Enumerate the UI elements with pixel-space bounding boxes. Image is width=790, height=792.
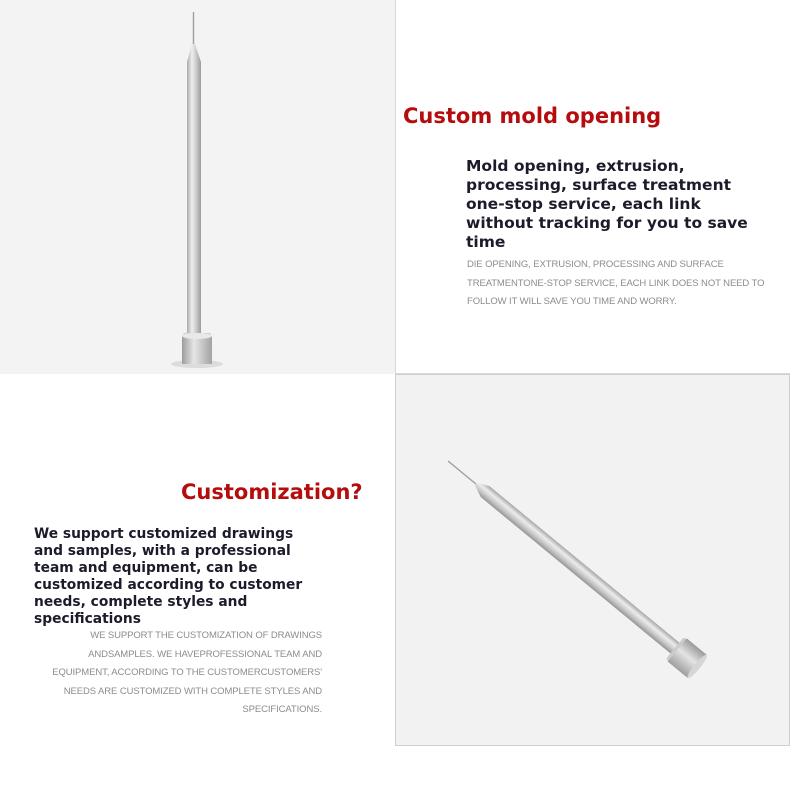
customization-title: Customization?	[181, 480, 363, 504]
ejector-pin-vertical-image	[0, 0, 395, 374]
ejector-pin-diagonal-image	[396, 375, 790, 747]
customization-description: We support customized drawings and samples, with a professional team and equipment, can be customized according to customer needs, complete styles and specifications	[34, 526, 303, 627]
mold-opening-title: Custom mold opening	[403, 104, 662, 128]
customization-description-caps: WE SUPPORT THE CUSTOMIZATION OF DRAWINGS ANDSAMPLES. WE HAVEPROFESSIONAL TEAM AND EQUIPMENT, ACCORDING TO THE CUSTOMERCUSTOMERS' NEEDS ARE CUSTOMIZED WITH COMPLETE STYLES AND SPECIFICATIONS.	[52, 630, 322, 715]
customization-panel	[0, 374, 395, 746]
mold-opening-description-caps: DIE OPENING, EXTRUSION, PROCESSING AND SURFACE TREATMENTONE-STOP SERVICE, EACH LINK DOES NOT NEED TO FOLLOW IT WILL SAVE YOU TIME AND WORRY.	[467, 259, 765, 307]
product-photo-vertical-pin	[0, 0, 395, 374]
mold-opening-panel	[395, 0, 790, 374]
product-photo-diagonal-pin	[395, 374, 790, 746]
mold-opening-description: Mold opening, extrusion, processing, surface treatment one-stop service, each link without tracking for you to save time	[466, 157, 748, 251]
